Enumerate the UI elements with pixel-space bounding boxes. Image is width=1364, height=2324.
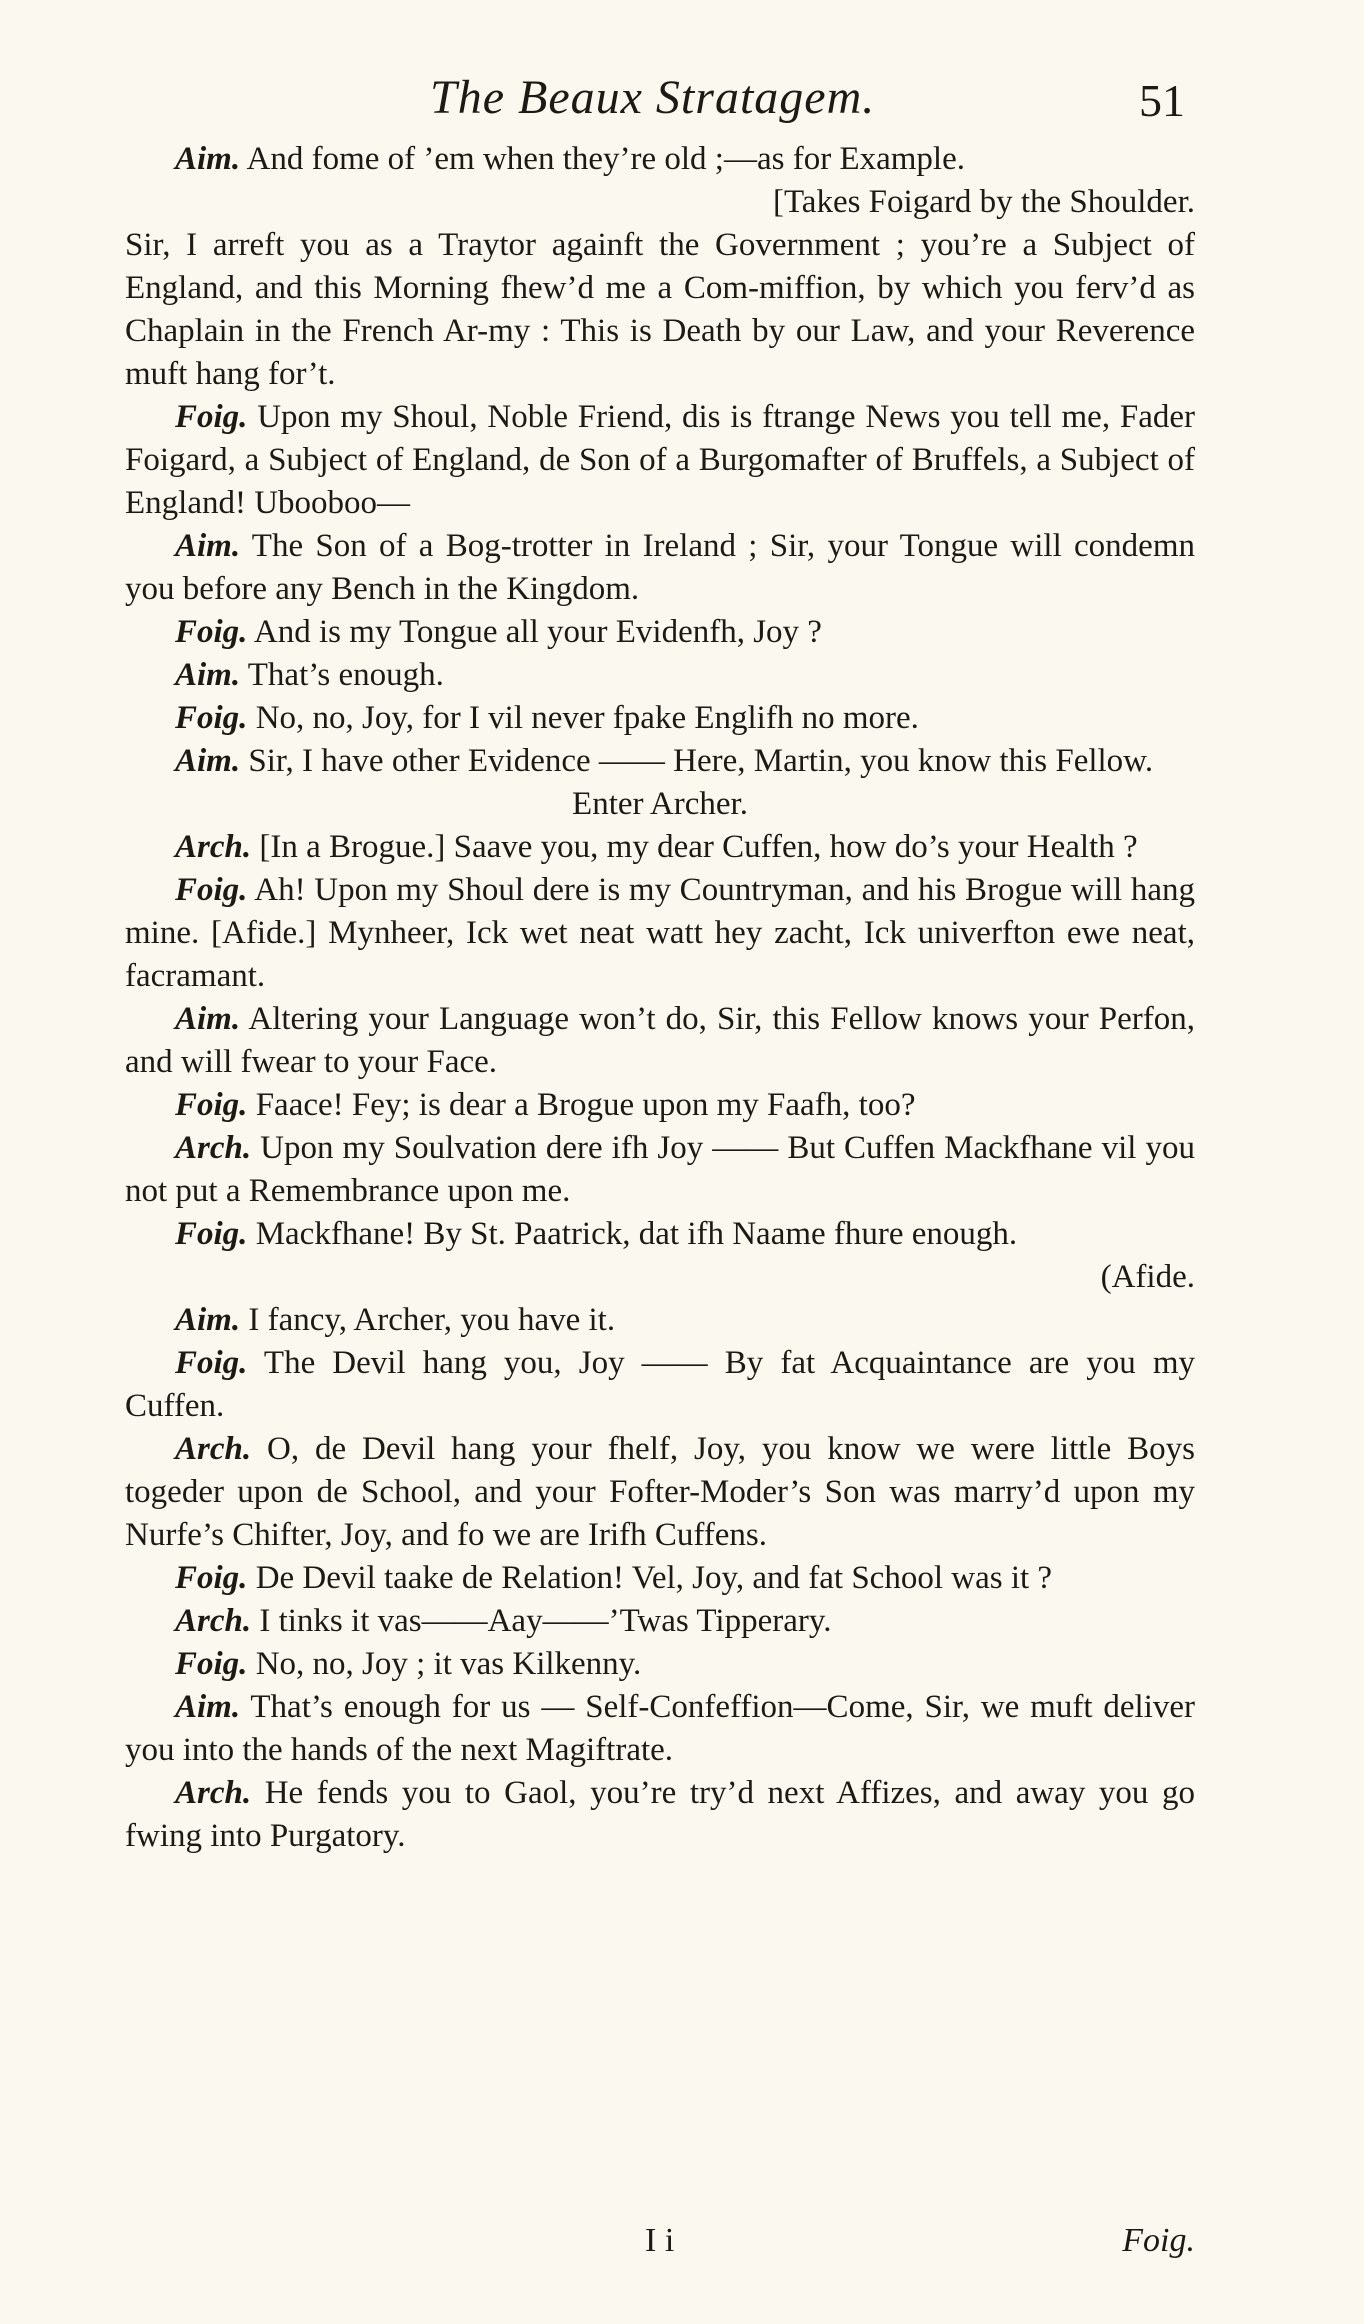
speaker-name: Foig. bbox=[175, 1646, 248, 1682]
line-text: Mackfhane! By St. Paatrick, dat ifh Naame fhure enough. bbox=[247, 1216, 1018, 1252]
speaker-name: Foig. bbox=[175, 1560, 248, 1596]
line-text: That’s enough. bbox=[240, 657, 444, 693]
line-text: [Takes Foigard by the Shoulder. bbox=[772, 184, 1195, 220]
speech bbox=[125, 1299, 1195, 1342]
speech bbox=[125, 1342, 1195, 1428]
speaker-name: Arch. bbox=[175, 1130, 252, 1166]
speech bbox=[125, 998, 1195, 1084]
line-text: (Afide. bbox=[1100, 1259, 1195, 1295]
speech bbox=[125, 138, 1195, 181]
speaker-name: Arch. bbox=[175, 829, 252, 865]
line-text: He fends you to Gaol, you’re try’d next Affizes, and away you go fwing into Purgatory. bbox=[125, 1775, 1195, 1854]
line-text: Enter Archer. bbox=[572, 786, 748, 822]
line-text: No, no, Joy, for I vil never fpake Englifh no more. bbox=[247, 700, 919, 736]
line-text: And fome of ’em when they’re old ;—as for Example. bbox=[240, 141, 965, 177]
speech bbox=[125, 1643, 1195, 1686]
speaker-name: Foig. bbox=[175, 614, 248, 650]
speech bbox=[125, 654, 1195, 697]
speech-continuation bbox=[125, 224, 1195, 396]
line-text: And is my Tongue all your Evidenfh, Joy ? bbox=[247, 614, 822, 650]
speaker-name: Arch. bbox=[175, 1431, 252, 1467]
line-text: I tinks it vas——Aay——’Twas Tipperary. bbox=[251, 1603, 832, 1639]
speech bbox=[125, 1084, 1195, 1127]
line-text: Sir, I arreft you as a Traytor againft the Government ; you’re a Subject of England, and this Morning fhew’d me a Com-miffion, by which you ferv’d as Chaplain in the French Ar-my : This is Death by our Law, and your Reverence muft hang for’t. bbox=[125, 227, 1195, 392]
speaker-name: Aim. bbox=[175, 1302, 241, 1338]
line-text: Upon my Shoul, Noble Friend, dis is ftrange News you tell me, Fader Foigard, a Subject of England, de Son of a Burgomafter of Bruffels, a Subject of England! Ubooboo— bbox=[125, 399, 1195, 521]
speaker-name: Aim. bbox=[175, 657, 241, 693]
play-text bbox=[125, 138, 1195, 1858]
speaker-name: Aim. bbox=[175, 1689, 241, 1725]
line-text: The Devil hang you, Joy —— By fat Acquaintance are you my Cuffen. bbox=[125, 1345, 1195, 1424]
line-text: That’s enough for us — Self-Confeffion—Come, Sir, we muft deliver you into the hands of the next Magiftrate. bbox=[125, 1689, 1195, 1768]
page-number: 51 bbox=[1139, 75, 1185, 126]
running-title: The Beaux Stratagem. bbox=[430, 71, 876, 124]
speaker-name: Arch. bbox=[175, 1775, 252, 1811]
speech bbox=[125, 1127, 1195, 1213]
signature-mark: I i bbox=[645, 2222, 675, 2259]
speaker-name: Foig. bbox=[175, 1216, 248, 1252]
line-text: De Devil taake de Relation! Vel, Joy, and fat School was it ? bbox=[247, 1560, 1053, 1596]
page-footer bbox=[125, 2222, 1195, 2272]
speech bbox=[125, 697, 1195, 740]
speaker-name: Foig. bbox=[175, 700, 248, 736]
speech bbox=[125, 869, 1195, 998]
speaker-name: Arch. bbox=[175, 1603, 252, 1639]
speaker-name: Foig. bbox=[175, 1087, 248, 1123]
line-text: Sir, I have other Evidence —— Here, Martin, you know this Fellow. bbox=[240, 743, 1154, 779]
speaker-name: Aim. bbox=[175, 1001, 241, 1037]
stage-direction bbox=[125, 1256, 1195, 1299]
speech bbox=[125, 396, 1195, 525]
speech bbox=[125, 1428, 1195, 1557]
speaker-name: Aim. bbox=[175, 743, 241, 779]
stage-direction bbox=[125, 783, 1195, 826]
speech bbox=[125, 525, 1195, 611]
speech bbox=[125, 826, 1195, 869]
speaker-name: Foig. bbox=[175, 399, 248, 435]
speaker-name: Foig. bbox=[175, 872, 248, 908]
speech bbox=[125, 1213, 1195, 1256]
speaker-name: Aim. bbox=[175, 141, 241, 177]
page-header bbox=[125, 70, 1195, 130]
line-text: Altering your Language won’t do, Sir, this Fellow knows your Perfon, and will fwear to your Face. bbox=[125, 1001, 1195, 1080]
line-text: No, no, Joy ; it vas Kilkenny. bbox=[247, 1646, 642, 1682]
line-text: The Son of a Bog-trotter in Ireland ; Sir, your Tongue will condemn you before any Bench in the Kingdom. bbox=[125, 528, 1195, 607]
line-text: Upon my Soulvation dere ifh Joy —— But Cuffen Mackfhane vil you not put a Remembrance upon me. bbox=[125, 1130, 1195, 1209]
speaker-name: Aim. bbox=[175, 528, 241, 564]
line-text: [In a Brogue.] Saave you, my dear Cuffen, how do’s your Health ? bbox=[251, 829, 1138, 865]
speech bbox=[125, 1686, 1195, 1772]
speech bbox=[125, 1772, 1195, 1858]
speech bbox=[125, 740, 1195, 783]
line-text: Ah! Upon my Shoul dere is my Countryman, and his Brogue will hang mine. [Afide.] Mynheer, Ick wet neat watt hey zacht, Ick univerfton ewe neat, facramant. bbox=[125, 872, 1195, 994]
speech bbox=[125, 1557, 1195, 1600]
catchword: Foig. bbox=[1122, 2222, 1195, 2259]
stage-direction bbox=[125, 181, 1195, 224]
speaker-name: Foig. bbox=[175, 1345, 248, 1381]
speech bbox=[125, 1600, 1195, 1643]
line-text: O, de Devil hang your fhelf, Joy, you know we were little Boys togeder upon de School, and your Fofter-Moder’s Son was marry’d upon my Nurfe’s Chifter, Joy, and fo we are Irifh Cuffens. bbox=[125, 1431, 1195, 1553]
speech bbox=[125, 611, 1195, 654]
line-text: I fancy, Archer, you have it. bbox=[240, 1302, 616, 1338]
line-text: Faace! Fey; is dear a Brogue upon my Faafh, too? bbox=[247, 1087, 916, 1123]
